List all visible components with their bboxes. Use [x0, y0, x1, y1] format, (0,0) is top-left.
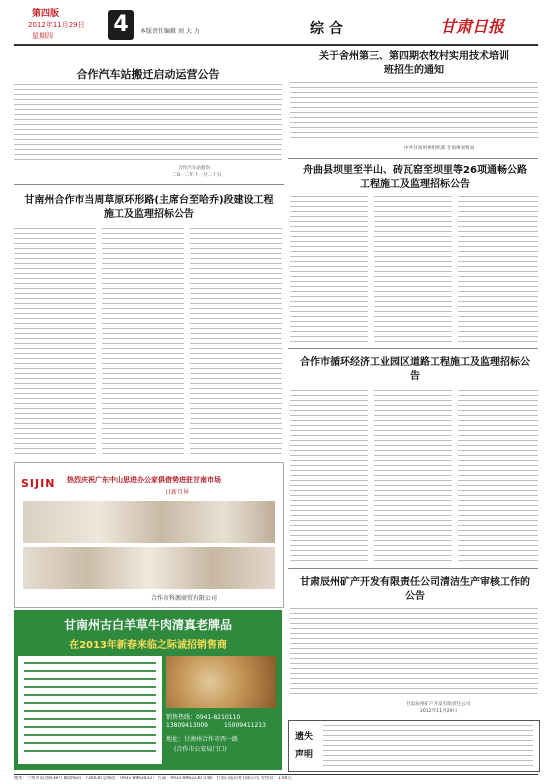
furniture-ad [14, 462, 284, 608]
footer-info: 地址：兰州市南昌路38号 邮政编码：730030 总编室：0931-8963033 广告部：0931-8962230 印刷：甘肃日报印务有限公司 零售价：1.00元 [14, 776, 292, 781]
sijin-logo: SIJIN [21, 477, 56, 490]
hotline-label-text: 销售热线： [166, 714, 197, 721]
footer-divider [14, 774, 538, 775]
article-5-column-3 [458, 390, 538, 562]
article-6-signature-date: 2012年11月29日 [420, 709, 458, 714]
article-6-title: 甘肃辰州矿产开发有限责任公司清洁生产审核工作的公告 [300, 577, 530, 602]
header-divider [14, 44, 538, 46]
article-5-title: 合作市循环经济工业园区道路工程施工及监理招标公告 [300, 357, 530, 382]
article-1-signature-date: 二O一二年十一月二十日 [172, 173, 222, 178]
article-1-body [14, 84, 282, 162]
page-number: 第四版 [32, 9, 60, 19]
beef-ad-address-2: (合作市公安局门口) [174, 746, 227, 753]
article-6-body [290, 608, 538, 698]
beef-ad-address: 地址：甘南州合作市西一路 [166, 736, 239, 743]
ad-headline: 热烈庆祝广东中山思进办公家俱借势进驻甘南市场 [67, 476, 221, 484]
article-2-column-1 [14, 228, 96, 456]
beef-product-image [166, 656, 276, 708]
masthead: 甘肃日报 [440, 17, 505, 36]
article-1-title: 合作汽车站搬迁启动运营公告 [76, 68, 220, 81]
hotline-phone-2: 13809413009 [166, 722, 208, 729]
beef-ad-subtitle: 在2013年新春来临之际诚招销售商 [69, 640, 227, 651]
furniture-photo-row-1 [23, 501, 275, 543]
hotline-phone: 0941-8210110 [196, 714, 241, 721]
article-5-column-2 [374, 390, 452, 562]
article-4-column-3 [458, 196, 538, 342]
article-3-signature: 中共甘南州委组织部 甘南州农牧局 [404, 146, 475, 151]
divider [14, 184, 284, 185]
article-1-signature-org: 合作汽车站股份 [178, 166, 211, 171]
ad-tagline: 日新月异 [165, 489, 190, 496]
lost-notice-label-1: 遗失 [295, 732, 314, 742]
section-title: 综 合 [310, 21, 343, 37]
article-2-column-2 [102, 228, 184, 456]
section-badge: 4 [108, 10, 134, 40]
article-6-signature: 甘肃辰州矿产开发有限责任公司 [406, 702, 471, 707]
beef-ad-text [24, 662, 156, 758]
beef-ad-body [18, 656, 162, 764]
divider [288, 348, 538, 349]
lost-notice-box [288, 720, 540, 772]
ad-company: 合作市科源商贸有限公司 [151, 595, 218, 602]
furniture-photo-row-2 [23, 547, 275, 589]
article-4-column-1 [290, 196, 368, 342]
lost-notice-text [323, 725, 533, 767]
issue-weekday: 星期四 [32, 32, 53, 40]
article-4-title: 舟曲县坝里至半山、砖瓦窑至坝里等26项通畅公路工程施工及监理招标公告 [303, 165, 527, 190]
article-2-title: 甘南州合作市当周草原环形路(主席台至哈乔)段建设工程施工及监理招标公告 [24, 195, 274, 220]
beef-ad [14, 610, 282, 770]
divider [288, 568, 538, 569]
hotline-phone-3: 15009411213 [224, 722, 266, 729]
hotline-label [166, 712, 240, 721]
lost-notice-label-2: 声明 [295, 750, 314, 760]
issue-date: 2012年11月29日 [28, 21, 85, 29]
article-5-column-1 [290, 390, 368, 562]
article-3-body [290, 82, 538, 142]
article-3-title: 关于舍州第三、第四期农牧村实用技术培训班招生的通知 [319, 51, 509, 76]
article-4-column-2 [374, 196, 452, 342]
article-2-column-3 [190, 228, 282, 456]
beef-ad-title: 甘南州古白羊草牛肉清真老牌品 [63, 618, 232, 632]
divider [288, 158, 538, 159]
editor-line: 本版责任编辑 刘 大 力 [140, 28, 200, 35]
header [0, 0, 550, 48]
